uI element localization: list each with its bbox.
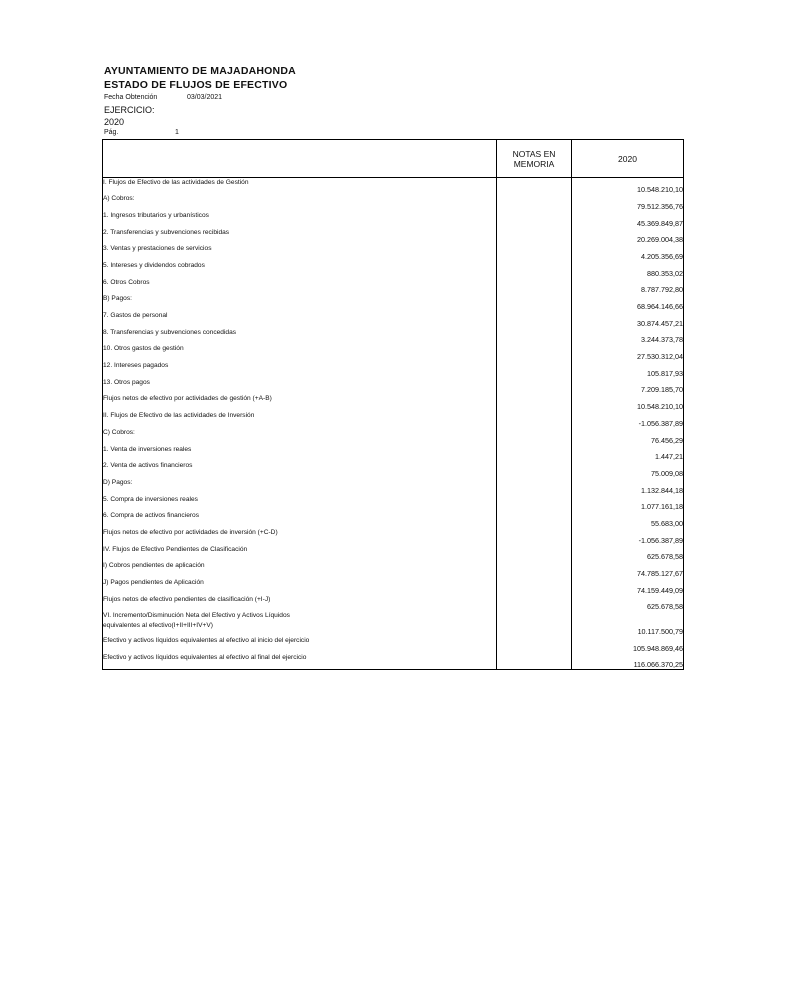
table-row [103,411,684,428]
table-row [103,495,684,512]
row-label [103,611,497,636]
row-notes [497,561,572,578]
row-label: Flujos netos de efectivo por actividades de gestión (+A-B) [103,394,497,411]
row-value: 880.353,02 [572,261,684,278]
table-row [103,445,684,462]
table-row [103,478,684,495]
row-notes [497,595,572,612]
row-label: IV. Flujos de Efectivo Pendientes de Clasificación [103,545,497,562]
table-row [103,278,684,295]
row-label-line: VI. Incremento/Disminución Neta del Efectivo y Activos Líquidos [103,612,290,620]
row-label: 1. Venta de inversiones reales [103,445,497,462]
row-value: 105.817,93 [572,361,684,378]
row-notes [497,428,572,445]
row-label: 13. Otros pagos [103,378,497,395]
table-row [103,545,684,562]
row-label: Efectivo y activos líquidos equivalentes al efectivo al final del ejercicio [103,653,497,670]
row-label: 6. Otros Cobros [103,278,497,295]
row-label: 5. Intereses y dividendos cobrados [103,261,497,278]
row-notes [497,578,572,595]
fecha-value: 03/03/2021 [187,94,223,101]
page-label: Pág. [104,129,119,136]
row-notes [497,228,572,245]
row-notes [497,194,572,211]
table-row [103,311,684,328]
row-label: 8. Transferencias y subvenciones concedidas [103,328,497,345]
row-value: 625.678,58 [572,545,684,562]
table-row [103,636,684,653]
row-value: 74.159.449,09 [572,578,684,595]
row-label: 6. Compra de activos financieros [103,511,497,528]
table-row [103,561,684,578]
table-row [103,378,684,395]
row-notes [497,328,572,345]
row-label: 12. Intereses pagados [103,361,497,378]
table-row [103,194,684,211]
row-notes [497,211,572,228]
table-row [103,578,684,595]
row-notes [497,461,572,478]
table-row [103,461,684,478]
row-notes [497,511,572,528]
header-year-cell: 2020 [572,140,684,178]
entity-name: AYUNTAMIENTO DE MAJADAHONDA [104,65,296,77]
row-value: 3.244.373,78 [572,328,684,345]
row-label: I) Cobros pendientes de aplicación [103,561,497,578]
row-notes [497,294,572,311]
row-notes [497,611,572,636]
row-label: A) Cobros: [103,194,497,211]
row-value: 75.009,08 [572,461,684,478]
table-row [103,178,684,195]
page-number: 1 [175,129,179,136]
row-label: J) Pagos pendientes de Aplicación [103,578,497,595]
row-notes [497,344,572,361]
table-row [103,528,684,545]
row-label: B) Pagos: [103,294,497,311]
table-row [103,244,684,261]
row-notes [497,636,572,653]
row-label: II. Flujos de Efectivo de las actividades de Inversión [103,411,497,428]
row-label: I. Flujos de Efectivo de las actividades de Gestión [103,178,497,195]
row-notes [497,394,572,411]
row-value: 10.117.500,79 [572,611,684,636]
header-notes-cell: NOTAS EN MEMORIA [497,140,572,178]
row-value: 30.874.457,21 [572,311,684,328]
row-value: 105.948.869,46 [572,636,684,653]
row-notes [497,311,572,328]
row-label: 1. Ingresos tributarios y urbanísticos [103,211,497,228]
row-value: 79.512.356,76 [572,194,684,211]
table-row [103,394,684,411]
row-label: 2. Transferencias y subvenciones recibidas [103,228,497,245]
row-notes [497,278,572,295]
row-notes [497,545,572,562]
row-value: 7.209.185,70 [572,378,684,395]
table-row [103,328,684,345]
row-label: 3. Ventas y prestaciones de servicios [103,244,497,261]
row-label: D) Pagos: [103,478,497,495]
table-row [103,344,684,361]
ejercicio-value: 2020 [104,117,125,127]
row-label: 7. Gastos de personal [103,311,497,328]
table-body [103,178,684,670]
row-label: Flujos netos de efectivo por actividades de inversión (+C-D) [103,528,497,545]
row-label: 2. Venta de activos financieros [103,461,497,478]
row-value: 45.369.849,87 [572,211,684,228]
row-label: C) Cobros: [103,428,497,445]
row-label-line: equivalentes al efectivo(I+II+III+IV+V) [103,622,213,630]
ejercicio-label: EJERCICIO: [104,105,155,115]
row-label: 5. Compra de inversiones reales [103,495,497,512]
table-row [103,211,684,228]
row-notes [497,178,572,195]
table-header-row [103,140,684,178]
row-value: 625.678,58 [572,595,684,612]
cash-flow-table [102,139,684,670]
report-title: ESTADO DE FLUJOS DE EFECTIVO [104,79,288,91]
row-label: Flujos netos de efectivo pendientes de clasificación (+I-J) [103,595,497,612]
table-row [103,428,684,445]
row-value: 27.530.312,04 [572,344,684,361]
row-notes [497,445,572,462]
table-row [103,595,684,612]
row-value: 20.269.004,38 [572,228,684,245]
row-notes [497,361,572,378]
row-value: 116.066.370,25 [572,653,684,670]
row-notes [497,528,572,545]
row-notes [497,495,572,512]
row-notes [497,411,572,428]
table-row [103,611,684,636]
row-value: 10.548.210,10 [572,394,684,411]
table-row [103,294,684,311]
row-notes [497,244,572,261]
row-value: 74.785.127,67 [572,561,684,578]
row-notes [497,653,572,670]
fecha-label: Fecha Obtención [104,94,158,101]
row-value: 1.447,21 [572,445,684,462]
row-notes [497,478,572,495]
row-notes [497,378,572,395]
table-row [103,511,684,528]
row-notes [497,261,572,278]
row-value: 76.456,29 [572,428,684,445]
row-label: Efectivo y activos líquidos equivalentes al efectivo al inicio del ejercicio [103,636,497,653]
table-row [103,653,684,670]
header-concept-cell [103,140,497,178]
row-label: 10. Otros gastos de gestión [103,344,497,361]
row-value: 68.964.146,66 [572,294,684,311]
row-value: 55.683,00 [572,511,684,528]
row-value: 10.548.210,10 [572,178,684,195]
row-value: -1.056.387,89 [572,528,684,545]
row-value: -1.056.387,89 [572,411,684,428]
table-row [103,361,684,378]
row-value: 4.205.356,69 [572,244,684,261]
row-value: 8.787.792,80 [572,278,684,295]
table-row [103,228,684,245]
table-row [103,261,684,278]
row-value: 1.077.161,18 [572,495,684,512]
row-value: 1.132.844,18 [572,478,684,495]
